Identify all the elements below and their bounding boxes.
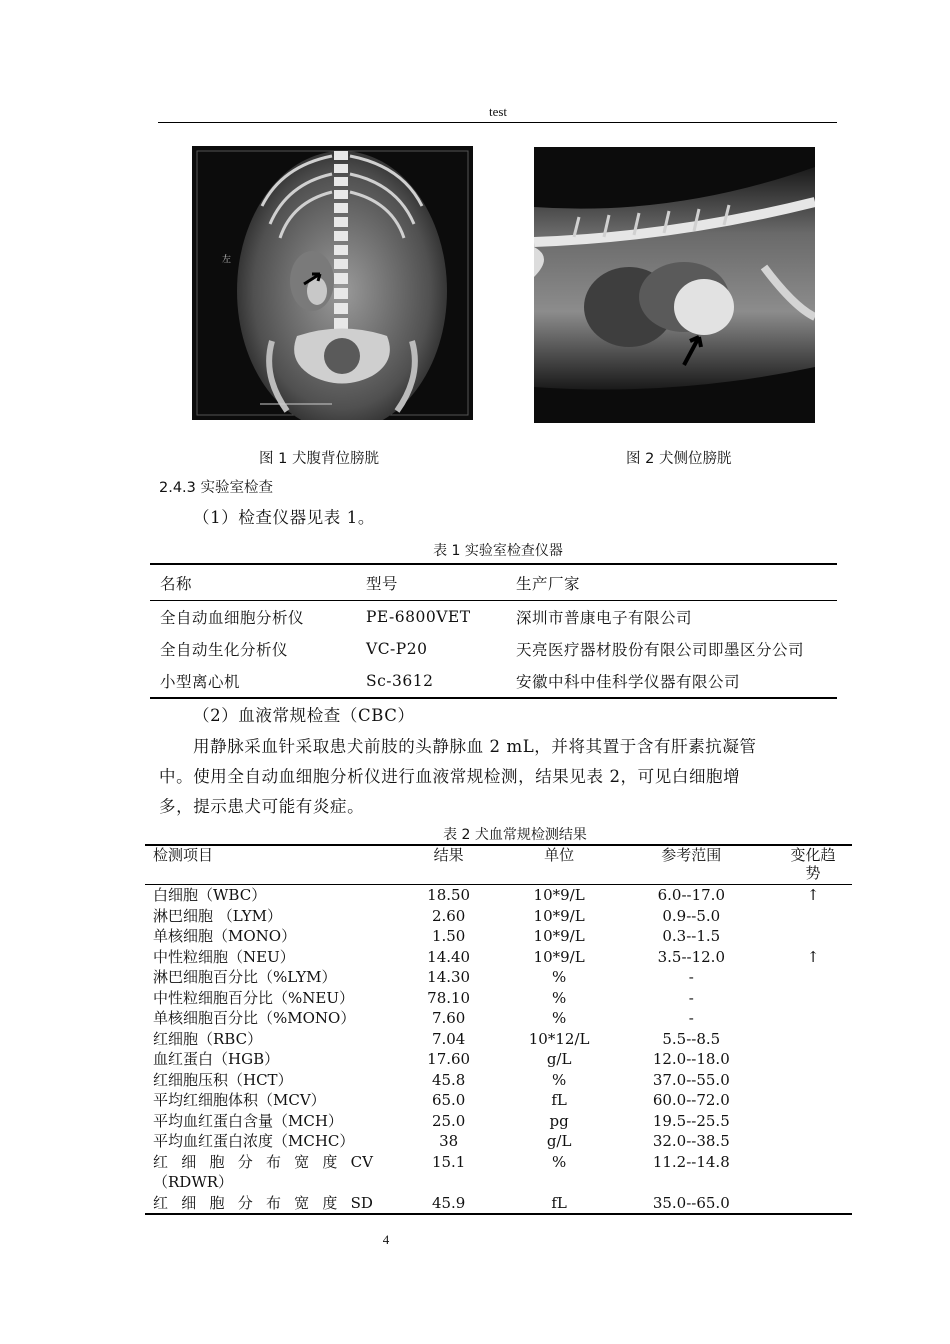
table-cell: 11.2--14.8 xyxy=(652,1152,730,1171)
table-cell: 60.0--72.0 xyxy=(652,1091,730,1109)
item-label-char: 红 xyxy=(153,1152,169,1171)
table-cell: 平均血红蛋白浓度（MCHC） xyxy=(153,1132,355,1150)
item-label-char: 度 xyxy=(322,1193,338,1212)
table-cell: - xyxy=(688,1009,694,1027)
item-label-char: 细 xyxy=(181,1193,197,1212)
table-cell: 32.0--38.5 xyxy=(652,1132,730,1150)
figure-2-caption: 图 2 犬侧位膀胱 xyxy=(626,451,732,467)
cbc-line: 中。使用全自动血细胞分析仪进行血液常规检测，结果见表 2，可见白细胞增 xyxy=(159,767,741,786)
item-label-char: 布 xyxy=(265,1152,281,1171)
table-cell: - xyxy=(688,988,694,1007)
item-label-char: 宽 xyxy=(294,1152,310,1171)
table-row xyxy=(150,601,837,634)
cbc-line: 多，提示患犬可能有炎症。 xyxy=(159,797,365,816)
table-cell: 15.1 xyxy=(431,1152,466,1171)
table-row xyxy=(145,1070,852,1091)
table-row xyxy=(150,665,837,698)
table-cell: 65.0 xyxy=(431,1091,466,1109)
table-cell: - xyxy=(688,968,694,986)
table-cell: 10*9/L xyxy=(533,927,585,945)
item-label-char: 分 xyxy=(237,1193,253,1212)
table-cell xyxy=(774,1029,852,1050)
table-cell: 1.50 xyxy=(431,927,466,945)
table-cell: fL xyxy=(551,1091,567,1109)
table-row xyxy=(145,1152,852,1193)
table-cell: 平均血红蛋白含量（MCH） xyxy=(153,1111,343,1130)
table-cell: 38 xyxy=(439,1132,459,1150)
table-cell: 单核细胞（MONO） xyxy=(153,927,297,945)
item-label-char: SD xyxy=(350,1193,373,1212)
table-cell: 单核细胞百分比（%MONO） xyxy=(153,1009,356,1027)
table-cell xyxy=(774,1131,852,1152)
table-header xyxy=(774,845,852,885)
table-row xyxy=(150,633,837,665)
item-label-line2: （RDWR） xyxy=(153,1173,234,1191)
spaced-item-label xyxy=(153,1152,373,1173)
table-cell: 6.0--17.0 xyxy=(657,886,725,904)
table-cell: 淋巴细胞 （LYM） xyxy=(153,906,283,925)
table-cell: 平均红细胞体积（MCV） xyxy=(153,1091,326,1109)
table-cell: 全自动血细胞分析仪 xyxy=(160,609,305,627)
table-cell xyxy=(774,926,852,947)
table-cell: 17.60 xyxy=(427,1050,471,1068)
table-header: 参考范围 xyxy=(608,845,774,885)
item-label-char: 布 xyxy=(265,1193,281,1212)
table-cell: 14.30 xyxy=(427,968,471,986)
table-row xyxy=(145,988,852,1009)
table-row xyxy=(145,885,852,906)
table-cell: 中性粒细胞百分比（%NEU） xyxy=(153,988,354,1007)
item-label-char: 细 xyxy=(181,1152,197,1171)
table-2-title: 表 2 犬血常规检测结果 xyxy=(443,827,587,843)
table-cell: 10*9/L xyxy=(533,886,585,904)
table-cell: 2.60 xyxy=(431,906,466,925)
figure-1-caption: 图 1 犬腹背位膀胱 xyxy=(259,451,379,467)
table-header: 单位 xyxy=(510,845,609,885)
table-row xyxy=(145,1111,852,1132)
item-label-char: 分 xyxy=(237,1152,253,1171)
table-cell: % xyxy=(551,968,567,986)
item-label-char: 胞 xyxy=(209,1193,225,1212)
cbc-results-table xyxy=(145,844,852,1215)
table-cell: pg xyxy=(549,1111,569,1130)
table-cell: 3.5--12.0 xyxy=(657,947,725,966)
spaced-item-label xyxy=(153,1193,373,1214)
table-cell: 10*9/L xyxy=(533,947,585,966)
header-rule xyxy=(158,122,837,123)
table-cell: 5.5--8.5 xyxy=(662,1029,721,1048)
table-cell: 7.04 xyxy=(431,1029,466,1048)
trend-header-line: 变化趋 xyxy=(790,846,836,864)
table-cell: 25.0 xyxy=(431,1111,466,1130)
table-cell: ↑ xyxy=(806,886,820,904)
table-row xyxy=(145,1029,852,1050)
cbc-heading: （2）血液常规检查（CBC） xyxy=(193,706,415,725)
table-cell: g/L xyxy=(546,1132,572,1150)
table-row xyxy=(145,1008,852,1029)
table-cell: 37.0--55.0 xyxy=(652,1070,730,1089)
table-cell: 45.9 xyxy=(388,1193,510,1215)
table-row xyxy=(145,1090,852,1111)
table-cell: % xyxy=(551,988,567,1007)
table-cell: 0.9--5.0 xyxy=(662,906,721,925)
table-cell: 18.50 xyxy=(427,886,471,904)
table-cell: 10*12/L xyxy=(528,1029,590,1048)
item-label-char: 红 xyxy=(153,1193,169,1212)
instruments-table xyxy=(150,563,837,699)
table-cell xyxy=(774,967,852,988)
table-row xyxy=(145,947,852,968)
table-cell: fL xyxy=(510,1193,609,1215)
table-cell: VC-P20 xyxy=(366,640,428,658)
item-label-char: 度 xyxy=(322,1152,338,1171)
table-cell: 45.8 xyxy=(431,1070,466,1089)
table-cell xyxy=(774,1111,852,1132)
table-cell: PE-6800VET xyxy=(366,608,471,626)
table-row xyxy=(145,1049,852,1070)
table-row xyxy=(145,906,852,927)
table-cell: 12.0--18.0 xyxy=(652,1050,730,1068)
table-row xyxy=(145,926,852,947)
table-1-title: 表 1 实验室检查仪器 xyxy=(433,543,563,559)
table-cell: 全自动生化分析仪 xyxy=(160,641,289,659)
table-cell xyxy=(145,1193,388,1215)
item-label-char: CV xyxy=(350,1152,373,1171)
trend-header-line: 势 xyxy=(805,864,821,882)
table-cell: 35.0--65.0 xyxy=(608,1193,774,1215)
table-cell xyxy=(774,906,852,927)
table-cell: 血红蛋白（HGB） xyxy=(153,1050,280,1068)
table-cell xyxy=(774,1008,852,1029)
table-cell: 78.10 xyxy=(427,988,471,1007)
page-header: test xyxy=(488,104,508,119)
cbc-line: 用静脉采血针采取患犬前肢的头静脉血 2 mL，并将其置于含有肝素抗凝管 xyxy=(193,737,757,756)
table-cell: 红细胞（RBC） xyxy=(153,1029,263,1048)
page-number: 4 xyxy=(382,1232,390,1247)
table-cell: Sc-3612 xyxy=(356,665,506,698)
table-header: 生产厂家 xyxy=(506,564,837,601)
table-header: 结果 xyxy=(388,845,510,885)
table-cell xyxy=(774,1049,852,1070)
table-row xyxy=(145,967,852,988)
table-cell: 白细胞（WBC） xyxy=(153,886,267,904)
table-header: 名称 xyxy=(150,564,356,601)
table-cell: 安徽中科中佳科学仪器有限公司 xyxy=(506,665,837,698)
table-cell xyxy=(774,1090,852,1111)
table-cell: 深圳市普康电子有限公司 xyxy=(516,609,693,627)
table-cell: 淋巴细胞百分比（%LYM） xyxy=(153,968,337,986)
cbc-paragraph xyxy=(159,732,839,822)
table-cell: 中性粒细胞（NEU） xyxy=(153,947,295,966)
table-cell: g/L xyxy=(546,1050,572,1068)
table-cell: 0.3--1.5 xyxy=(662,927,721,945)
table-cell: % xyxy=(551,1009,567,1027)
table-cell: 7.60 xyxy=(431,1009,466,1027)
table-cell: 红细胞压积（HCT） xyxy=(153,1070,293,1089)
table-cell xyxy=(774,1152,852,1193)
table-cell xyxy=(774,988,852,1009)
table-header: 型号 xyxy=(356,564,506,601)
table-cell xyxy=(774,1193,852,1215)
table-cell: 14.40 xyxy=(427,947,471,966)
table-cell: 19.5--25.5 xyxy=(652,1111,730,1130)
table-cell xyxy=(145,1152,388,1193)
xray-lateral-image xyxy=(534,147,815,423)
table-cell: % xyxy=(551,1070,567,1089)
item-label-char: 宽 xyxy=(294,1193,310,1212)
instruments-intro: （1）检查仪器见表 1。 xyxy=(193,508,375,527)
item-label-char: 胞 xyxy=(209,1152,225,1171)
section-heading: 2.4.3 实验室检查 xyxy=(159,480,274,496)
xray-ventrodorsal-image xyxy=(192,146,473,420)
table-cell: 10*9/L xyxy=(533,906,585,925)
table-cell: % xyxy=(551,1152,567,1171)
xray-side-label: 左 xyxy=(222,255,232,265)
table-row xyxy=(145,1131,852,1152)
table-header: 检测项目 xyxy=(145,845,388,885)
table-cell: 天亮医疗器材股份有限公司即墨区分公司 xyxy=(516,641,805,659)
table-row xyxy=(145,1193,852,1215)
table-cell: 小型离心机 xyxy=(150,665,356,698)
table-cell xyxy=(774,1070,852,1091)
table-cell: ↑ xyxy=(806,947,820,966)
